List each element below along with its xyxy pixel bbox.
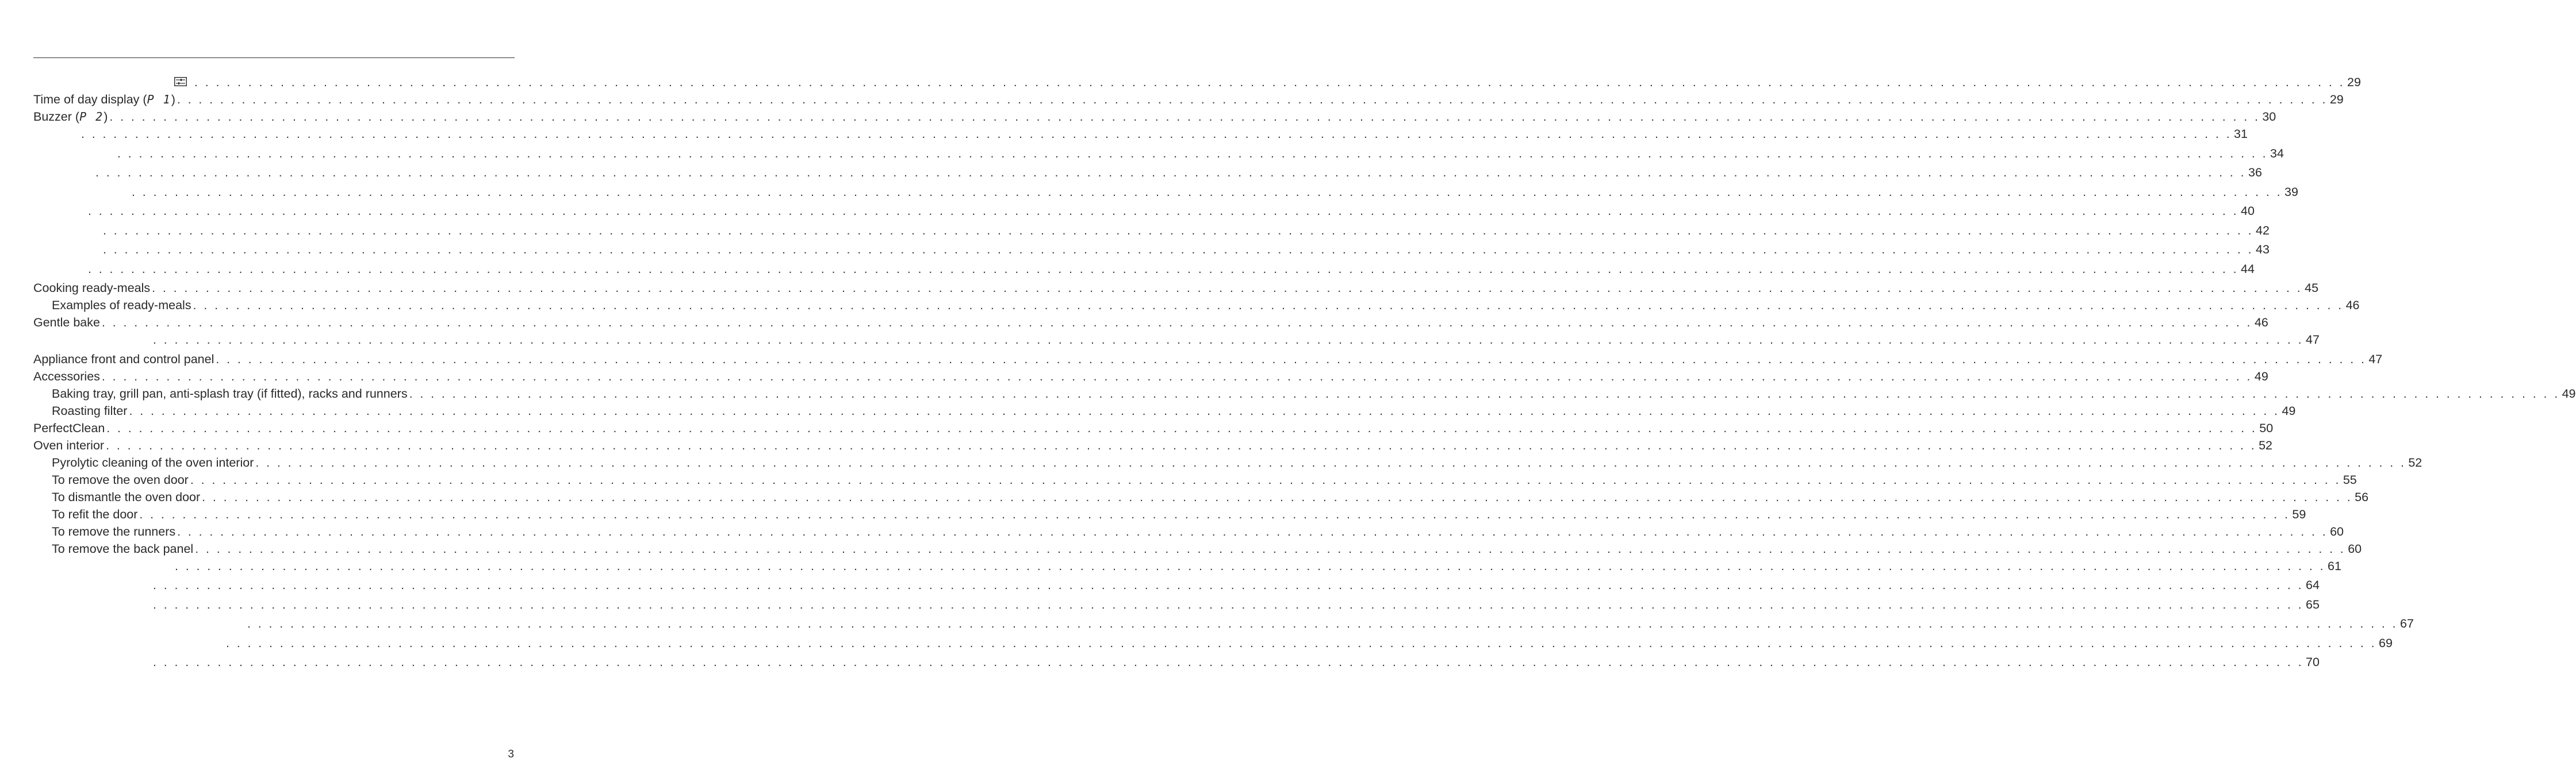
page-ref: 39 <box>2284 184 2298 199</box>
toc-entry[interactable] <box>33 454 2422 471</box>
page-ref: 50 <box>2259 421 2274 435</box>
toc-entry[interactable]: Buzzer (P 2) . . . . . . . . . . . . . . . . . . . . . . . . . . . . . . . . . . . . . . . . . . . . . . . . . . . . . . . . . . . . . . . . . . . . . . . . . . . . . . . . . . . . . . . . . . . . . . . . . . . . . . . . . . . . . . . . . . . . . . . . . . . . . . . . . . . . . . . . . . . . . . . . . . . . . . . . . . . . . . . . . . . . . . . . . . . . . . . . . . . . . . . . . . . . . . . . . . . . . . . . 30 <box>33 108 515 125</box>
dot-leader: . . . . . . . . . . . . . . . . . . . . . . . . . . . . . . . . . . . . . . . . . . . . . . . . . . . . . . . . . . . . . . . . . . . . . . . . . . . . . . . . . . . . . . . . . . . . . . . . . . . . . . . . . . . . . . . . . . . . . . . . . . . . . . . . . . . . . . . . . . . . . . . . . . . . . . . . . . . . . . . . . . . . . . . . . . . . . . . . . . . . . . . . . . . . . . . . . . . . . . . . <box>106 421 2257 435</box>
page-ref: 61 <box>2327 559 2341 573</box>
dot-leader: . . . . . . . . . . . . . . . . . . . . . . . . . . . . . . . . . . . . . . . . . . . . . . . . . . . . . . . . . . . . . . . . . . . . . . . . . . . . . . . . . . . . . . . . . . . . . . . . . . . . . . . . . . . . . . . . . . . . . . . . . . . . . . . . . . . . . . . . . . . . . . . . . . . . . . . . . . . . . . . . . . . . . . . . . . . . . . . . . . . . . . . . . . . . . . . . . . . . . . . . <box>153 333 2303 347</box>
toc-entry[interactable] <box>33 653 2320 673</box>
page-ref: 29 <box>2347 75 2361 89</box>
dot-leader: . . . . . . . . . . . . . . . . . . . . . . . . . . . . . . . . . . . . . . . . . . . . . . . . . . . . . . . . . . . . . . . . . . . . . . . . . . . . . . . . . . . . . . . . . . . . . . . . . . . . . . . . . . . . . . . . . . . . . . . . . . . . . . . . . . . . . . . . . . . . . . . . . . . . . . . . . . . . . . . . . . . . . . . . . . . . . . . . . . . . . . . . . . . . . . . . . . . . . . . . <box>106 438 2257 452</box>
toc-entry[interactable] <box>33 125 2248 145</box>
page-ref: 36 <box>2248 166 2262 179</box>
toc-entry[interactable] <box>33 222 2270 241</box>
page-ref: 49 <box>2562 386 2576 401</box>
toc-entry[interactable] <box>33 523 2344 540</box>
toc-entry-label: Examples of ready-meals <box>52 298 191 312</box>
page-number: 3 <box>508 748 514 760</box>
dot-leader: . . . . . . . . . . . . . . . . . . . . . . . . . . . . . . . . . . . . . . . . . . . . . . . . . . . . . . . . . . . . . . . . . . . . . . . . . . . . . . . . . . . . . . . . . . . . . . . . . . . . . . . . . . . . . . . . . . . . . . . . . . . . . . . . . . . . . . . . . . . . . . . . . . . . . . . . . . . . . . . . . . . . . . . . . . . . . . . . . . . . . . . . . . . . . . . . . . . . . . . . <box>88 204 2238 218</box>
toc-entry[interactable] <box>33 260 2255 280</box>
toc-entry[interactable] <box>33 488 2369 506</box>
toc-entry[interactable] <box>33 241 2270 260</box>
toc-entry[interactable] <box>33 557 2341 577</box>
page-ref: 52 <box>2259 438 2272 452</box>
toc-entry-label: Accessories <box>33 369 100 383</box>
dot-leader: . . . . . . . . . . . . . . . . . . . . . . . . . . . . . . . . . . . . . . . . . . . . . . . . . . . . . . . . . . . . . . . . . . . . . . . . . . . . . . . . . . . . . . . . . . . . . . . . . . . . . . . . . . . . . . . . . . . . . . . . . . . . . . . . . . . . . . . . . . . . . . . . . . . . . . . . . . . . . . . . . . . . . . . . . . . . . . . . . . . . . . . . . . . . . . . . . . . . . . . . <box>103 223 2253 237</box>
toc-entry-label: Baking tray, grill pan, anti-splash tray (if fitted), racks and runners <box>52 386 408 401</box>
page-ref: 67 <box>2399 617 2414 630</box>
page-ref: 30 <box>2262 110 2276 124</box>
dot-leader: . . . . . . . . . . . . . . . . . . . . . . . . . . . . . . . . . . . . . . . . . . . . . . . . . . . . . . . . . . . . . . . . . . . . . . . . . . . . . . . . . . . . . . . . . . . . . . . . . . . . . . . . . . . . . . . . . . . . . . . . . . . . . . . . . . . . . . . . . . . . . . . . . . . . . . . . . . . . . . . . . . . . . . . . . . . . . . . . . . . . . . . . . . . . . . . . . . . . . . . . <box>81 127 2232 141</box>
dot-leader: . . . . . . . . . . . . . . . . . . . . . . . . . . . . . . . . . . . . . . . . . . . . . . . . . . . . . . . . . . . . . . . . . . . . . . . . . . . . . . . . . . . . . . . . . . . . . . . . . . . . . . . . . . . . . . . . . . . . . . . . . . . . . . . . . . . . . . . . . . . . . . . . . . . . . . . . . . . . . . . . . . . . . . . . . . . . . . . . . . . . . . . . . . . . . . . . . . . . . . . . <box>103 243 2253 256</box>
dot-leader: . . . . . . . . . . . . . . . . . . . . . . . . . . . . . . . . . . . . . . . . . . . . . . . . . . . . . . . . . . . . . . . . . . . . . . . . . . . . . . . . . . . . . . . . . . . . . . . . . . . . . . . . . . . . . . . . . . . . . . . . . . . . . . . . . . . . . . . . . . . . . . . . . . . . . . . . . . . . . . . . . . . . . . . . . . . . . . . . . . . . . . . . . . . . . . . . . . . . . . . . <box>152 281 2303 295</box>
page-ref: 59 <box>2292 507 2306 521</box>
toc-entries-generated <box>33 125 2576 673</box>
toc-entry[interactable] <box>33 314 2268 331</box>
page-ref: 55 <box>2343 472 2357 487</box>
table-of-contents <box>33 74 2576 673</box>
page-ref: 60 <box>2330 524 2344 538</box>
dot-leader: . . . . . . . . . . . . . . . . . . . . . . . . . . . . . . . . . . . . . . . . . . . . . . . . . . . . . . . . . . . . . . . . . . . . . . . . . . . . . . . . . . . . . . . . . . . . . . . . . . . . . . . . . . . . . . . . . . . . . . . . . . . . . . . . . . . . . . . . . . . . . . . . . . . . . . . . . . . . . . . . . . . . . . . . . . . . . . . . . . . . . . . . . . . . . . . . . . . . . . . . <box>175 559 2325 573</box>
toc-entry-label: Roasting filter <box>52 403 128 418</box>
page-ref: 31 <box>2233 127 2248 141</box>
display-code: P 1 <box>147 93 171 106</box>
toc-entry[interactable] <box>33 183 2298 203</box>
page-ref: 47 <box>2368 352 2383 366</box>
toc-entry[interactable] <box>33 164 2262 183</box>
dot-leader: . . . . . . . . . . . . . . . . . . . . . . . . . . . . . . . . . . . . . . . . . . . . . . . . . . . . . . . . . . . . . . . . . . . . . . . . . . . . . . . . . . . . . . . . . . . . . . . . . . . . . . . . . . . . . . . . . . . . . . . . . . . . . . . . . . . . . . . . . . . . . . . . . . . . . . . . . . . . . . . . . . . . . . . . . . . . . . . . . . . . . . . . . . . . . . . . . . . . . . . . <box>195 541 2346 556</box>
toc-entry[interactable] <box>33 506 2306 523</box>
dot-leader: . . . . . . . . . . . . . . . . . . . . . . . . . . . . . . . . . . . . . . . . . . . . . . . . . . . . . . . . . . . . . . . . . . . . . . . . . . . . . . . . . . . . . . . . . . . . . . . . . . . . . . . . . . . . . . . . . . . . . . . . . . . . . . . . . . . . . . . . . . . . . . . . . . . . . . . . . . . . . . . . . . . . . . . . . . . . . . . . . . . . . . . . . . . . . . . . . . . . . . . . <box>226 636 2376 650</box>
dot-leader: . . . . . . . . . . . . . . . . . . . . . . . . . . . . . . . . . . . . . . . . . . . . . . . . . . . . . . . . . . . . . . . . . . . . . . . . . . . . . . . . . . . . . . . . . . . . . . . . . . . . . . . . . . . . . . . . . . . . . . . . . . . . . . . . . . . . . . . . . . . . . . . . . . . . . . . . . . . . . . . . . . . . . . . . . . . . . . . . . . . . . . . . . . . . . . . . . . . . . . . . <box>216 352 2367 366</box>
settings-sliders-icon <box>174 77 187 86</box>
page-ref: 46 <box>2345 298 2360 312</box>
toc-entry-label: Appliance front and control panel <box>33 352 214 366</box>
toc-entry-label: To remove the runners <box>52 524 176 538</box>
toc-entry[interactable] <box>33 471 2357 488</box>
toc-entry[interactable] <box>33 596 2320 616</box>
dot-leader: . . . . . . . . . . . . . . . . . . . . . . . . . . . . . . . . . . . . . . . . . . . . . . . . . . . . . . . . . . . . . . . . . . . . . . . . . . . . . . . . . . . . . . . . . . . . . . . . . . . . . . . . . . . . . . . . . . . . . . . . . . . . . . . . . . . . . . . . . . . . . . . . . . . . . . . . . . . . . . . . . . . . . . . . . . . . . . . . . . . . . . . . . . . . . . . . . . . . . . . . <box>95 166 2246 179</box>
toc-entry[interactable] <box>33 351 2383 368</box>
dot-leader: . . . . . . . . . . . . . . . . . . . . . . . . . . . . . . . . . . . . . . . . . . . . . . . . . . . . . . . . . . . . . . . . . . . . . . . . . . . . . . . . . . . . . . . . . . . . . . . . . . . . . . . . . . . . . . . . . . . . . . . . . . . . . . . . . . . . . . . . . . . . . . . . . . . . . . . . . . . . . . . . . . . . . . . . . . . . . . . . . . . . . . . . . . . . . . . . . . . . . . . . <box>153 597 2303 611</box>
dot-leader: . . . . . . . . . . . . . . . . . . . . . . . . . . . . . . . . . . . . . . . . . . . . . . . . . . . . . . . . . . . . . . . . . . . . . . . . . . . . . . . . . . . . . . . . . . . . . . . . . . . . . . . . . . . . . . . . . . . . . . . . . . . . . . . . . . . . . . . . . . . . . . . . . . . . . . . . . . . . . . . . . . . . . . . . . . . . . . . . . . . . . . . . . . . . . . . . . . . . . . . . <box>153 578 2303 592</box>
toc-entry[interactable] <box>33 634 2393 654</box>
toc-entry[interactable] <box>33 615 2414 634</box>
toc-entry[interactable] <box>33 540 2362 557</box>
toc-entry[interactable] <box>33 368 2268 385</box>
page-ref: 64 <box>2305 578 2320 592</box>
page-ref: 42 <box>2255 223 2270 237</box>
dot-leader: . . . . . . . . . . . . . . . . . . . . . . . . . . . . . . . . . . . . . . . . . . . . . . . . . . . . . . . . . . . . . . . . . . . . . . . . . . . . . . . . . . . . . . . . . . . . . . . . . . . . . . . . . . . . . . . . . . . . . . . . . . . . . . . . . . . . . . . . . . . . . . . . . . . . . . . . . . . . . . . . . . . . . . . . . . . . . . . . . . . . . . . . . . . . . . . . . . . . . . . . <box>193 298 2344 312</box>
page-ref: 49 <box>2282 403 2296 418</box>
dot-leader: . . . . . . . . . . . . . . . . . . . . . . . . . . . . . . . . . . . . . . . . . . . . . . . . . . . . . . . . . . . . . . . . . . . . . . . . . . . . . . . . . . . . . . . . . . . . . . . . . . . . . . . . . . . . . . . . . . . . . . . . . . . . . . . . . . . . . . . . . . . . . . . . . . . . . . . . . . . . . . . . . . . . . . . . . . . . . . . . . . . . . . . . . . . . . . . . . . . . . . . . <box>129 403 2280 418</box>
dot-leader: . . . . . . . . . . . . . . . . . . . . . . . . . . . . . . . . . . . . . . . . . . . . . . . . . . . . . . . . . . . . . . . . . . . . . . . . . . . . . . . . . . . . . . . . . . . . . . . . . . . . . . . . . . . . . . . . . . . . . . . . . . . . . . . . . . . . . . . . . . . . . . . . . . . . . . . . . . . . . . . . . . . . . . . . . . . . . . . . . . . . . . . . . . . . . . . . . . . . . . . . <box>117 146 2268 160</box>
page-ref: 65 <box>2305 597 2320 611</box>
toc-entry[interactable] <box>33 279 2319 297</box>
toc-entry[interactable] <box>33 297 2360 314</box>
page-ref: 47 <box>2305 333 2320 347</box>
toc-entry[interactable] <box>33 420 2274 437</box>
toc-entry[interactable] <box>33 385 2576 402</box>
dot-leader: . . . . . . . . . . . . . . . . . . . . . . . . . . . . . . . . . . . . . . . . . . . . . . . . . . . . . . . . . . . . . . . . . . . . . . . . . . . . . . . . . . . . . . . . . . . . . . . . . . . . . . . . . . . . . . . . . . . . . . . . . . . . . . . . . . . . . . . . . . . . . . . . . . . . . . . . . . . . . . . . . . . . . . . . . . . . . . . . . . . . . . . . . . . . . . . . . . . . . . . . <box>139 507 2290 521</box>
display-code: P 2 <box>79 110 104 124</box>
page-ref: 46 <box>2254 316 2268 329</box>
toc-entry-label: To refit the door <box>52 507 138 521</box>
page-ref: 56 <box>2355 490 2369 504</box>
dot-leader: . . . . . . . . . . . . . . . . . . . . . . . . . . . . . . . . . . . . . . . . . . . . . . . . . . . . . . . . . . . . . . . . . . . . . . . . . . . . . . . . . . . . . . . . . . . . . . . . . . . . . . . . . . . . . . . . . . . . . . . . . . . . . . . . . . . . . . . . . . . . . . . . . . . . . . . . . . . . . . . . . . . . . . . . . . . . . . . . . . . . . . . . . . . . . . . . . . . . . . . . <box>255 455 2406 470</box>
toc-entry[interactable] <box>33 74 2361 91</box>
dot-leader: . . . . . . . . . . . . . . . . . . . . . . . . . . . . . . . . . . . . . . . . . . . . . . . . . . . . . . . . . . . . . . . . . . . . . . . . . . . . . . . . . . . . . . . . . . . . . . . . . . . . . . . . . . . . . . . . . . . . . . . . . . . . . . . . . . . . . . . . . . . . . . . . . . . . . . . . . . . . . . . . . . . . . . . . . . . . . . . . . . . . . . . . . . . . . . . . . . . . . . . . <box>132 184 2282 199</box>
toc-entry[interactable] <box>33 145 2284 164</box>
dot-leader: . . . . . . . . . . . . . . . . . . . . . . . . . . . . . . . . . . . . . . . . . . . . . . . . . . . . . . . . . . . . . . . . . . . . . . . . . . . . . . . . . . . . . . . . . . . . . . . . . . . . . . . . . . . . . . . . . . . . . . . . . . . . . . . . . . . . . . . . . . . . . . . . . . . . . . . . . . . . . . . . . . . . . . . . . . . . . . . . . . . . . . . . . . . . . . . . . . . . . . . . <box>194 75 2345 89</box>
toc-entry-label: Oven interior <box>33 438 105 452</box>
toc-entry[interactable] <box>33 331 2320 351</box>
dot-leader: . . . . . . . . . . . . . . . . . . . . . . . . . . . . . . . . . . . . . . . . . . . . . . . . . . . . . . . . . . . . . . . . . . . . . . . . . . . . . . . . . . . . . . . . . . . . . . . . . . . . . . . . . . . . . . . . . . . . . . . . . . . . . . . . . . . . . . . . . . . . . . . . . . . . . . . . . . . . . . . . . . . . . . . . . . . . . . . . . . . . . . . . . . . . . . . . . . . . . . . . <box>88 261 2238 276</box>
dot-leader: . . . . . . . . . . . . . . . . . . . . . . . . . . . . . . . . . . . . . . . . . . . . . . . . . . . . . . . . . . . . . . . . . . . . . . . . . . . . . . . . . . . . . . . . . . . . . . . . . . . . . . . . . . . . . . . . . . . . . . . . . . . . . . . . . . . . . . . . . . . . . . . . . . . . . . . . . . . . . . . . . . . . . . . . . . . . . . . . . . . . . . . . . . . . . . . . . . . . . . . . <box>153 655 2303 669</box>
toc-entry-label: To remove the back panel <box>52 541 194 556</box>
toc-entry[interactable]: Time of day display (P 1) . . . . . . . . . . . . . . . . . . . . . . . . . . . . . . . . . . . . . . . . . . . . . . . . . . . . . . . . . . . . . . . . . . . . . . . . . . . . . . . . . . . . . . . . . . . . . . . . . . . . . . . . . . . . . . . . . . . . . . . . . . . . . . . . . . . . . . . . . . . . . . . . . . . . . . . . . . . . . . . . . . . . . . . . . . . . . . . . . . . . . . . . . . . . . . . . . . . . . . . . 29 <box>33 91 515 108</box>
dot-leader: . . . . . . . . . . . . . . . . . . . . . . . . . . . . . . . . . . . . . . . . . . . . . . . . . . . . . . . . . . . . . . . . . . . . . . . . . . . . . . . . . . . . . . . . . . . . . . . . . . . . . . . . . . . . . . . . . . . . . . . . . . . . . . . . . . . . . . . . . . . . . . . . . . . . . . . . . . . . . . . . . . . . . . . . . . . . . . . . . . . . . . . . . . . . . . . . . . . . . . . . <box>190 472 2341 487</box>
toc-entry-label: To dismantle the oven door <box>52 490 201 504</box>
page-ref: 29 <box>2329 93 2344 106</box>
toc-entry[interactable] <box>33 576 2320 596</box>
dot-leader: . . . . . . . . . . . . . . . . . . . . . . . . . . . . . . . . . . . . . . . . . . . . . . . . . . . . . . . . . . . . . . . . . . . . . . . . . . . . . . . . . . . . . . . . . . . . . . . . . . . . . . . . . . . . . . . . . . . . . . . . . . . . . . . . . . . . . . . . . . . . . . . . . . . . . . . . . . . . . . . . . . . . . . . . . . . . . . . . . . . . . . . . . . . . . . . . . . . . . . . . <box>409 386 2560 401</box>
toc-entry-label: Gentle bake <box>33 316 100 329</box>
dot-leader: . . . . . . . . . . . . . . . . . . . . . . . . . . . . . . . . . . . . . . . . . . . . . . . . . . . . . . . . . . . . . . . . . . . . . . . . . . . . . . . . . . . . . . . . . . . . . . . . . . . . . . . . . . . . . . . . . . . . . . . . . . . . . . . . . . . . . . . . . . . . . . . . . . . . . . . . . . . . . . . . . . . . . . . . . . . . . . . . . . . . . . . . . . . . . . . . . . . . . . . . <box>202 490 2353 504</box>
toc-entry[interactable] <box>33 402 2296 420</box>
page-ref: 49 <box>2254 369 2268 383</box>
page-ref: 44 <box>2240 261 2255 276</box>
dot-leader: . . . . . . . . . . . . . . . . . . . . . . . . . . . . . . . . . . . . . . . . . . . . . . . . . . . . . . . . . . . . . . . . . . . . . . . . . . . . . . . . . . . . . . . . . . . . . . . . . . . . . . . . . . . . . . . . . . . . . . . . . . . . . . . . . . . . . . . . . . . . . . . . . . . . . . . . . . . . . . . . . . . . . . . . . . . . . . . . . . . . . . . . . . . . . . . . . . . . . . . . <box>177 524 2328 538</box>
toc-entry-label: Cooking ready-meals <box>33 281 151 295</box>
toc-entry-label: PerfectClean <box>33 421 105 435</box>
toc-entry[interactable] <box>33 202 2255 222</box>
toc-entry-label: To remove the oven door <box>52 472 189 487</box>
page-ref: 70 <box>2305 655 2320 669</box>
page-ref: 45 <box>2305 281 2319 295</box>
page-ref: 40 <box>2240 204 2255 218</box>
dot-leader: . . . . . . . . . . . . . . . . . . . . . . . . . . . . . . . . . . . . . . . . . . . . . . . . . . . . . . . . . . . . . . . . . . . . . . . . . . . . . . . . . . . . . . . . . . . . . . . . . . . . . . . . . . . . . . . . . . . . . . . . . . . . . . . . . . . . . . . . . . . . . . . . . . . . . . . . . . . . . . . . . . . . . . . . . . . . . . . . . . . . . . . . . . . . . . . . . . . . . . . . <box>247 617 2398 630</box>
toc-entry-label: Pyrolytic cleaning of the oven interior <box>52 455 254 470</box>
page-ref: 43 <box>2255 243 2270 256</box>
header-rule <box>33 57 515 58</box>
page-ref: 52 <box>2408 455 2422 470</box>
page-ref: 34 <box>2270 146 2284 160</box>
dot-leader: . . . . . . . . . . . . . . . . . . . . . . . . . . . . . . . . . . . . . . . . . . . . . . . . . . . . . . . . . . . . . . . . . . . . . . . . . . . . . . . . . . . . . . . . . . . . . . . . . . . . . . . . . . . . . . . . . . . . . . . . . . . . . . . . . . . . . . . . . . . . . . . . . . . . . . . . . . . . . . . . . . . . . . . . . . . . . . . . . . . . . . . . . . . . . . . . . . . . . . . . <box>109 110 2260 124</box>
page-ref: 69 <box>2378 636 2393 650</box>
page-ref: 60 <box>2348 541 2362 556</box>
dot-leader: . . . . . . . . . . . . . . . . . . . . . . . . . . . . . . . . . . . . . . . . . . . . . . . . . . . . . . . . . . . . . . . . . . . . . . . . . . . . . . . . . . . . . . . . . . . . . . . . . . . . . . . . . . . . . . . . . . . . . . . . . . . . . . . . . . . . . . . . . . . . . . . . . . . . . . . . . . . . . . . . . . . . . . . . . . . . . . . . . . . . . . . . . . . . . . . . . . . . . . . . <box>101 316 2252 329</box>
dot-leader: . . . . . . . . . . . . . . . . . . . . . . . . . . . . . . . . . . . . . . . . . . . . . . . . . . . . . . . . . . . . . . . . . . . . . . . . . . . . . . . . . . . . . . . . . . . . . . . . . . . . . . . . . . . . . . . . . . . . . . . . . . . . . . . . . . . . . . . . . . . . . . . . . . . . . . . . . . . . . . . . . . . . . . . . . . . . . . . . . . . . . . . . . . . . . . . . . . . . . . . . <box>101 369 2252 383</box>
toc-entry[interactable] <box>33 437 2272 454</box>
dot-leader: . . . . . . . . . . . . . . . . . . . . . . . . . . . . . . . . . . . . . . . . . . . . . . . . . . . . . . . . . . . . . . . . . . . . . . . . . . . . . . . . . . . . . . . . . . . . . . . . . . . . . . . . . . . . . . . . . . . . . . . . . . . . . . . . . . . . . . . . . . . . . . . . . . . . . . . . . . . . . . . . . . . . . . . . . . . . . . . . . . . . . . . . . . . . . . . . . . . . . . . . <box>177 93 2328 106</box>
